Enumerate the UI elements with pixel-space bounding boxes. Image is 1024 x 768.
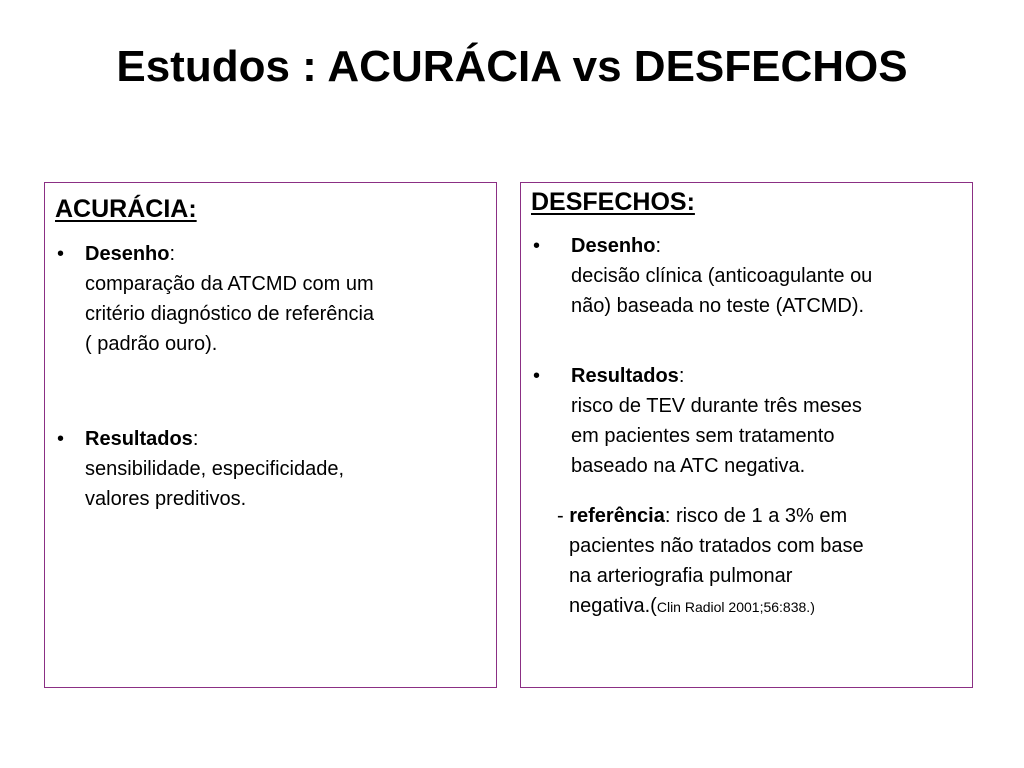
bullet-body — [85, 424, 488, 514]
reference-label: referência — [569, 505, 665, 527]
bullet-body — [85, 239, 488, 359]
bullet-line: comparação da ATCMD com um — [85, 273, 374, 295]
outcomes-design-bullet — [533, 231, 964, 321]
bullet-dot-icon: • — [57, 428, 65, 450]
bullet-colon: : — [678, 365, 685, 387]
bullet-dot-icon: • — [57, 243, 65, 265]
bullet-label: Desenho — [85, 243, 170, 265]
bullet-line: ( padrão ouro). — [85, 333, 218, 355]
reference-line: pacientes não tratados com base — [569, 535, 864, 557]
reference-note — [557, 501, 964, 622]
outcomes-panel — [520, 182, 973, 688]
bullet-line: valores preditivos. — [85, 488, 247, 510]
bullet-label: Desenho — [571, 235, 656, 257]
reference-line: na arteriografia pulmonar — [569, 565, 793, 587]
bullet-line: decisão clínica (anticoagulante ou — [571, 265, 873, 287]
bullet-line: critério diagnóstico de referência — [85, 303, 375, 325]
slide-title: Estudos : ACURÁCIA vs DESFECHOS — [116, 42, 908, 91]
bullet-label: Resultados — [85, 428, 193, 450]
accuracy-panel — [44, 182, 497, 688]
bullet-colon: : — [169, 243, 176, 265]
outcomes-heading: DESFECHOS: — [531, 188, 695, 216]
reference-line: negativa.( — [569, 595, 657, 617]
accuracy-design-bullet — [57, 239, 488, 359]
bullet-body — [571, 361, 964, 481]
bullet-dot-icon: • — [533, 365, 541, 387]
bullet-label: Resultados — [571, 365, 679, 387]
bullet-colon: : — [192, 428, 199, 450]
accuracy-results-bullet — [57, 424, 488, 514]
bullet-line: baseado na ATC negativa. — [571, 455, 806, 477]
outcomes-results-bullet — [533, 361, 964, 481]
citation: Clin Radiol 2001;56:838. — [656, 599, 811, 615]
accuracy-heading: ACURÁCIA: — [55, 195, 197, 223]
bullet-dot-icon: • — [533, 235, 541, 257]
bullet-line: em pacientes sem tratamento — [571, 425, 835, 447]
reference-prefix: - — [557, 505, 570, 527]
reference-line: : risco de 1 a 3% em — [664, 505, 848, 527]
bullet-line: sensibilidade, especificidade, — [85, 458, 345, 480]
citation-closing: ) — [810, 599, 815, 615]
bullet-line: risco de TEV durante três meses — [571, 395, 862, 417]
bullet-body — [571, 231, 964, 321]
bullet-colon: : — [655, 235, 662, 257]
bullet-line: não) baseada no teste (ATCMD). — [571, 295, 865, 317]
